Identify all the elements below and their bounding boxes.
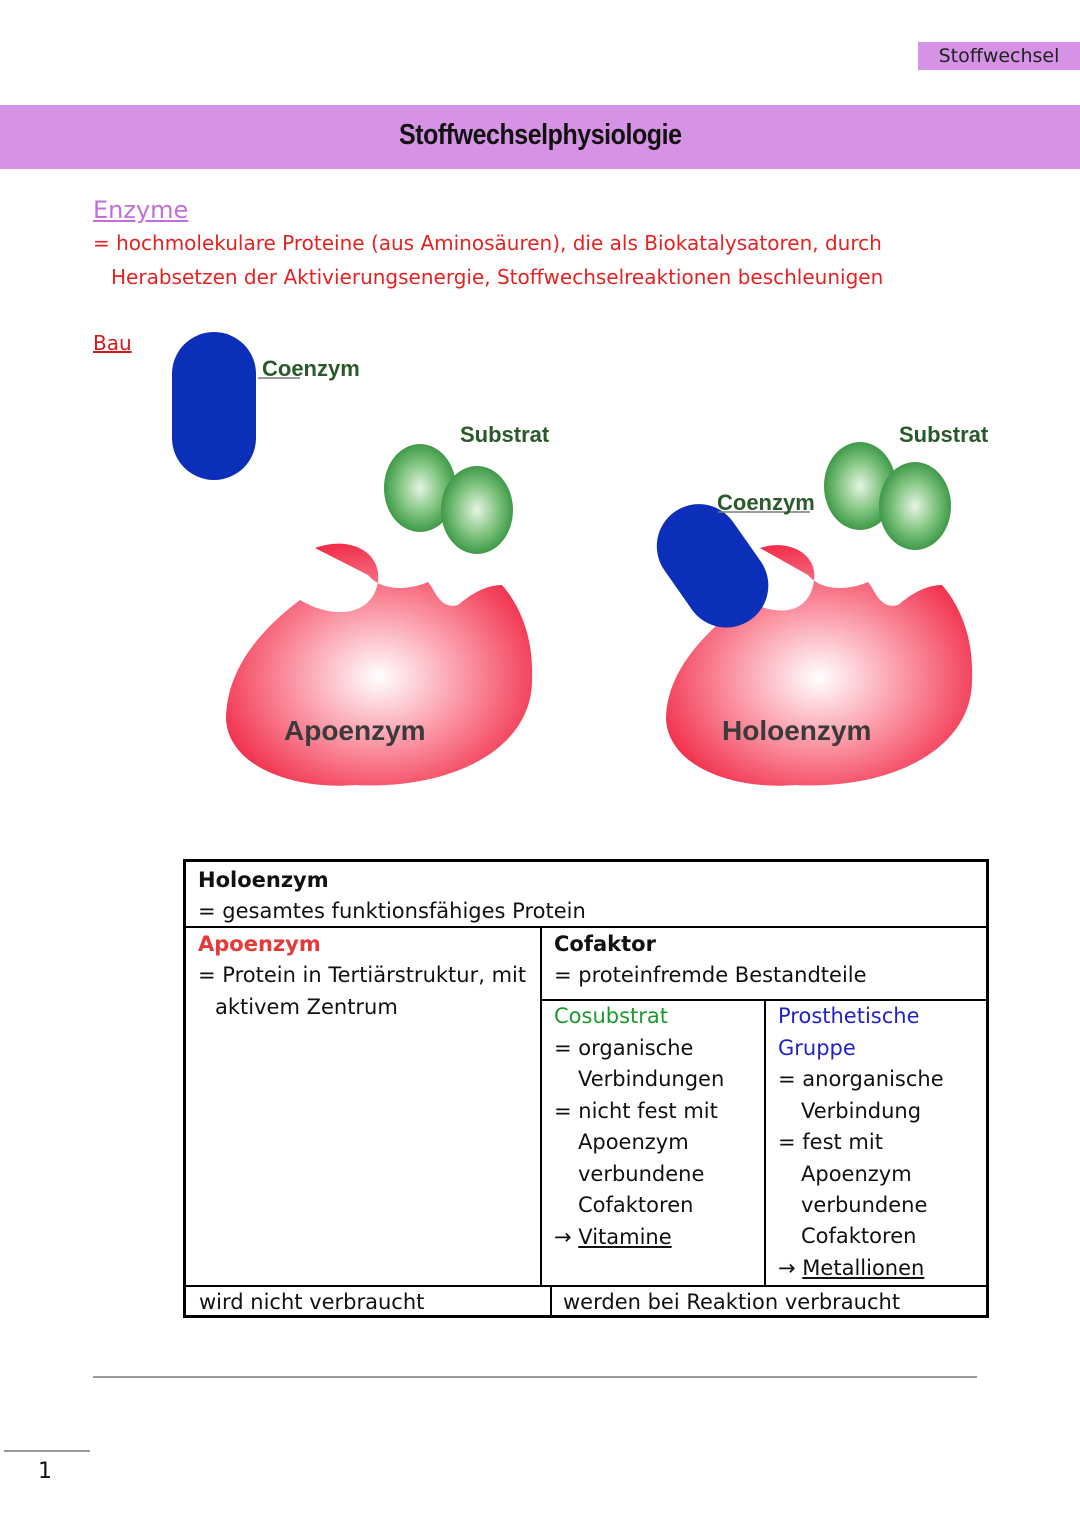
- table-divider: [186, 926, 986, 928]
- prosthetic-line: Apoenzym: [801, 1162, 912, 1186]
- cosubstrat-line: verbundene: [578, 1162, 705, 1186]
- page-title: Stoffwechselphysiologie: [398, 119, 682, 151]
- cofaktor-definition: = proteinfremde Bestandteile: [554, 963, 867, 987]
- arrow-icon: →: [554, 1225, 572, 1249]
- holoenzym-title: Holoenzym: [198, 868, 329, 892]
- table-divider: [540, 926, 542, 1286]
- prosthetic-title-1: Prosthetische: [778, 1004, 920, 1028]
- page-number-rule: [4, 1450, 90, 1452]
- coenzym-shape: [172, 332, 256, 480]
- bau-label: Bau: [93, 331, 132, 355]
- definition-line-1: = hochmolekulare Proteine (aus Aminosäuren), die als Biokatalysatoren, durch: [93, 231, 882, 255]
- prosthetic-line: = fest mit: [778, 1130, 883, 1154]
- cosubstrat-line: = organische: [554, 1036, 694, 1060]
- metallionen-link: Metallionen: [802, 1256, 925, 1280]
- cosubstrat-title: Cosubstrat: [554, 1004, 669, 1028]
- cosubstrat-line: Apoenzym: [578, 1130, 689, 1154]
- prosthetic-line: Cofaktoren: [801, 1224, 917, 1248]
- footer-right: werden bei Reaktion verbraucht: [563, 1290, 901, 1314]
- arrow-icon: →: [778, 1256, 796, 1280]
- substrat-ball: [441, 466, 513, 554]
- topic-tag: Stoffwechsel: [918, 42, 1080, 70]
- vitamine-link: Vitamine: [578, 1225, 672, 1249]
- apoenzym-title: Apoenzym: [198, 932, 321, 956]
- apoenzym-definition-1: = Protein in Tertiärstruktur, mit: [198, 963, 527, 987]
- prosthetic-example: [778, 1256, 924, 1280]
- apoenzym-label: Apoenzym: [284, 715, 426, 746]
- cosubstrat-line: Cofaktoren: [578, 1193, 694, 1217]
- title-banner: [0, 105, 1080, 169]
- prosthetic-line: Verbindung: [801, 1099, 922, 1123]
- apoenzym-shape: [226, 544, 532, 786]
- table-divider: [550, 1285, 552, 1318]
- substrat-ball: [879, 462, 951, 550]
- substrat-label-2: Substrat: [899, 422, 989, 447]
- definition-line-2: Herabsetzen der Aktivierungsenergie, Stoffwechselreaktionen beschleunigen: [111, 265, 884, 289]
- prosthetic-line: = anorganische: [778, 1067, 944, 1091]
- coenzym-label: Coenzym: [262, 356, 360, 381]
- prosthetic-title-2: Gruppe: [778, 1036, 856, 1060]
- table-divider: [764, 999, 766, 1286]
- footer-left: wird nicht verbraucht: [199, 1290, 425, 1314]
- prosthetic-line: verbundene: [801, 1193, 928, 1217]
- apoenzym-definition-2: aktivem Zentrum: [215, 995, 398, 1019]
- page-number: 1: [38, 1459, 52, 1484]
- bottom-rule: [93, 1376, 977, 1378]
- cosubstrat-example: [554, 1225, 672, 1249]
- section-heading: Enzyme: [93, 196, 189, 224]
- cosubstrat-line: Verbindungen: [578, 1067, 725, 1091]
- table-divider: [186, 1285, 986, 1287]
- cosubstrat-line: = nicht fest mit: [554, 1099, 718, 1123]
- enzyme-diagram: [150, 320, 1000, 800]
- holoenzym-definition: = gesamtes funktionsfähiges Protein: [198, 899, 586, 923]
- holoenzym-label: Holoenzym: [722, 715, 872, 746]
- cofaktor-title: Cofaktor: [554, 932, 656, 956]
- substrat-label: Substrat: [460, 422, 550, 447]
- coenzym-label-2: Coenzym: [717, 490, 815, 515]
- enzyme-table: [183, 859, 989, 1318]
